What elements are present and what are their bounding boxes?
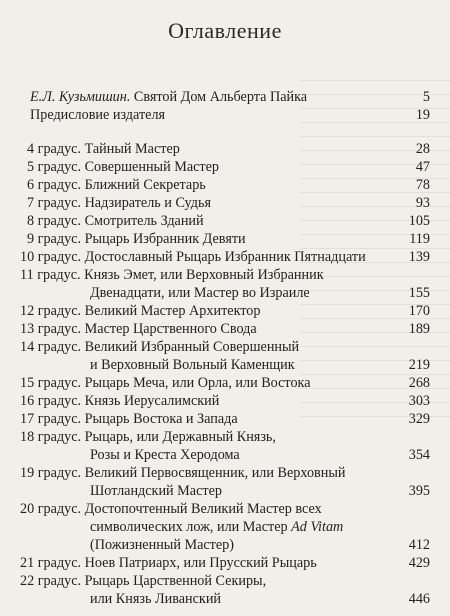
- entry-title-italic: Ad Vitam: [291, 519, 344, 535]
- entry-page: 105: [408, 213, 430, 229]
- page-title: Оглавление: [168, 18, 282, 43]
- entry-title: Рыцарь Востока и Запада: [84, 411, 238, 427]
- entry-page: 446: [408, 591, 430, 607]
- entry-author: Е.Л. Кузьмишин.: [30, 89, 131, 105]
- entry-title-cont: символических лож, или Мастер: [90, 519, 292, 535]
- degree-label: 4 градус.: [27, 141, 82, 157]
- entry-title: Рыцарь Царственной Секиры,: [84, 573, 267, 589]
- degree-label: 5 градус.: [27, 159, 82, 175]
- entry-title-cont: Шотландский Мастер: [90, 483, 222, 499]
- entry-page: 47: [415, 159, 430, 175]
- degree-label: 13 градус.: [20, 321, 82, 337]
- degree-label: 10 градус.: [20, 249, 82, 265]
- entry-page: 189: [408, 321, 430, 337]
- entry-title: Совершенный Мастер: [84, 159, 220, 175]
- degree-label: 11 градус.: [20, 267, 81, 283]
- degree-label: 18 градус.: [20, 429, 82, 445]
- entry-title: Святой Дом Альберта Пайка: [133, 89, 308, 105]
- entry-title: Достославный Рыцарь Избранник Пятнадцати: [84, 249, 366, 265]
- degree-label: 9 градус.: [27, 231, 82, 247]
- entry-title: Тайный Мастер: [84, 141, 180, 157]
- entry-title-cont: Розы и Креста Херодома: [90, 447, 240, 463]
- degree-label: 22 градус.: [20, 573, 82, 589]
- entry-page: 93: [415, 195, 430, 211]
- entry-title: Великий Избранный Совершенный: [84, 339, 300, 355]
- entry-title: Смотритель Зданий: [84, 213, 204, 229]
- entry-title: Князь Иерусалимский: [84, 393, 220, 409]
- degree-label: 6 градус.: [27, 177, 82, 193]
- entry-title: Ближний Секретарь: [84, 177, 206, 193]
- entry-page: 354: [408, 447, 430, 463]
- degree-label: 14 градус.: [20, 339, 82, 355]
- entry-title: Князь Эмет, или Верховный Избранник: [84, 267, 324, 283]
- entry-title: Великий Мастер Архитектор: [84, 303, 261, 319]
- entry-page: 139: [408, 249, 430, 265]
- degree-label: 7 градус.: [27, 195, 82, 211]
- entry-title: Мастер Царственного Свода: [84, 321, 257, 337]
- entry-page: 395: [408, 483, 430, 499]
- degree-label: 17 градус.: [20, 411, 82, 427]
- entry-title: Рыцарь, или Державный Князь,: [84, 429, 276, 445]
- entry-title: Рыцарь Меча, или Орла, или Востока: [84, 375, 311, 391]
- entry-title: Ноев Патриарх, или Прусский Рыцарь: [84, 555, 317, 571]
- entry-page: 78: [415, 177, 430, 193]
- entry-title: Достопочтенный Великий Мастер всех: [84, 501, 322, 517]
- entry-title: Рыцарь Избранник Девяти: [84, 231, 246, 247]
- entry-page: 119: [409, 231, 430, 247]
- degree-label: 16 градус.: [20, 393, 82, 409]
- entry-page: 170: [408, 303, 430, 319]
- entry-page: 5: [422, 89, 430, 105]
- entry-page: 268: [408, 375, 430, 391]
- entry-title-cont: Двенадцати, или Мастер во Израиле: [90, 285, 310, 301]
- degree-label: 20 градус.: [20, 501, 82, 517]
- entry-page: 429: [408, 555, 430, 571]
- entry-title-cont: и Верховный Вольный Каменщик: [90, 357, 295, 373]
- entry-page: 155: [408, 285, 430, 301]
- entry-page: 19: [415, 107, 430, 123]
- entry-title: Великий Первосвященник, или Верховный: [84, 465, 346, 481]
- entry-title: Надзиратель и Судья: [84, 195, 211, 211]
- entry-title-cont: или Князь Ливанский: [90, 591, 222, 607]
- degree-label: 21 градус.: [20, 555, 82, 571]
- entry-page: 329: [408, 411, 430, 427]
- degree-label: 15 градус.: [20, 375, 82, 391]
- degree-label: 12 градус.: [20, 303, 82, 319]
- entry-title-cont: (Пожизненный Мастер): [90, 537, 234, 553]
- entry-page: 412: [408, 537, 430, 553]
- degree-label: 19 градус.: [20, 465, 82, 481]
- entry-page: 28: [415, 141, 430, 157]
- entry-page: 219: [408, 357, 430, 373]
- degree-label: 8 градус.: [27, 213, 82, 229]
- entry-title: Предисловие издателя: [30, 107, 166, 123]
- entry-page: 303: [408, 393, 430, 409]
